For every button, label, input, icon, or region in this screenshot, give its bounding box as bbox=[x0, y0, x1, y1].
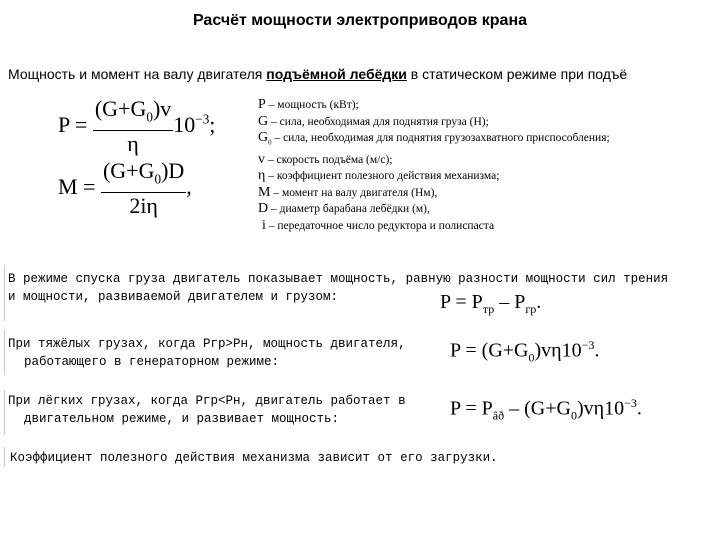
definition-item: $G_0$ – сила, необходимая для поднятия грузозахватного приспособления; bbox=[258, 130, 610, 147]
definition-item: v – скорость подъёма (м/с); bbox=[258, 151, 393, 167]
section-divider bbox=[4, 447, 5, 467]
definitions-list bbox=[258, 97, 610, 234]
intro-highlight: подъёмной лебёдки bbox=[266, 66, 407, 82]
formula-lowering: $P = P_{тр} - P_{гр}$. bbox=[440, 291, 542, 316]
formula-power-lhs: P = bbox=[58, 111, 88, 137]
light-load-text bbox=[8, 392, 406, 428]
formula-power-fraction bbox=[93, 96, 173, 157]
formula-power-multiplier: $10^{-3}$; bbox=[173, 111, 216, 137]
formula-power-numerator: $(G+G_0)v$ bbox=[93, 96, 173, 131]
lowering-line-2: и мощности, развиваемой двигателем и грузом: bbox=[8, 290, 339, 304]
formula-moment-lhs: M = bbox=[58, 173, 96, 199]
definition-item: η – коэффициент полезного действия механизма; bbox=[258, 168, 500, 184]
formula-moment bbox=[58, 158, 192, 219]
intro-prefix: Мощность и момент на валу двигателя bbox=[8, 66, 267, 82]
definition-item: M – момент на валу двигателя (Нм), bbox=[258, 184, 438, 200]
formula-moment-numerator: $(G+G_0)D$ bbox=[101, 158, 186, 193]
definition-item: P – мощность (кВт); bbox=[258, 97, 359, 112]
intro-text bbox=[8, 66, 627, 82]
section-divider bbox=[4, 265, 5, 321]
intro-suffix: в статическом режиме при подъё bbox=[406, 66, 628, 82]
formula-moment-denominator: 2iη bbox=[129, 193, 158, 219]
heavy-line-2: работающего в генераторном режиме: bbox=[24, 355, 280, 369]
definition-item: i – передаточное число редуктора и полиспаста bbox=[262, 217, 495, 233]
definition-item: G – сила, необходимая для поднятия груза (Н); bbox=[258, 113, 489, 129]
formula-moment-fraction bbox=[101, 158, 186, 219]
lowering-text bbox=[8, 270, 668, 306]
lowering-line-1: В режиме спуска груза двигатель показывает мощность, равную разности мощности сил трения bbox=[8, 272, 669, 286]
efficiency-note: Коэффициент полезного действия механизма зависит от его загрузки. bbox=[10, 451, 498, 465]
formula-power-denominator: η bbox=[127, 131, 139, 157]
heavy-line-1: При тяжёлых грузах, когда Pгр>Pн, мощность двигателя, bbox=[8, 337, 406, 351]
light-line-1: При лёгких грузах, когда Pгр<Pн, двигатель работает в bbox=[8, 394, 406, 408]
definition-item: D – диаметр барабана лебёдки (м), bbox=[258, 201, 430, 217]
formula-heavy: $P = (G+G_0)v\eta 10^{-3}$. bbox=[450, 338, 600, 365]
formula-light: $P = P_{âð} - (G+G_0)v\eta 10^{-3}$. bbox=[450, 396, 642, 423]
section-divider bbox=[4, 330, 5, 375]
heavy-load-text bbox=[8, 335, 406, 371]
light-line-2: двигательном режиме, и развивает мощность: bbox=[24, 412, 340, 426]
section-divider bbox=[4, 390, 5, 435]
formula-power bbox=[58, 96, 215, 157]
formula-moment-end: , bbox=[186, 173, 192, 199]
page-title: Расчёт мощности электроприводов крана bbox=[192, 12, 528, 29]
